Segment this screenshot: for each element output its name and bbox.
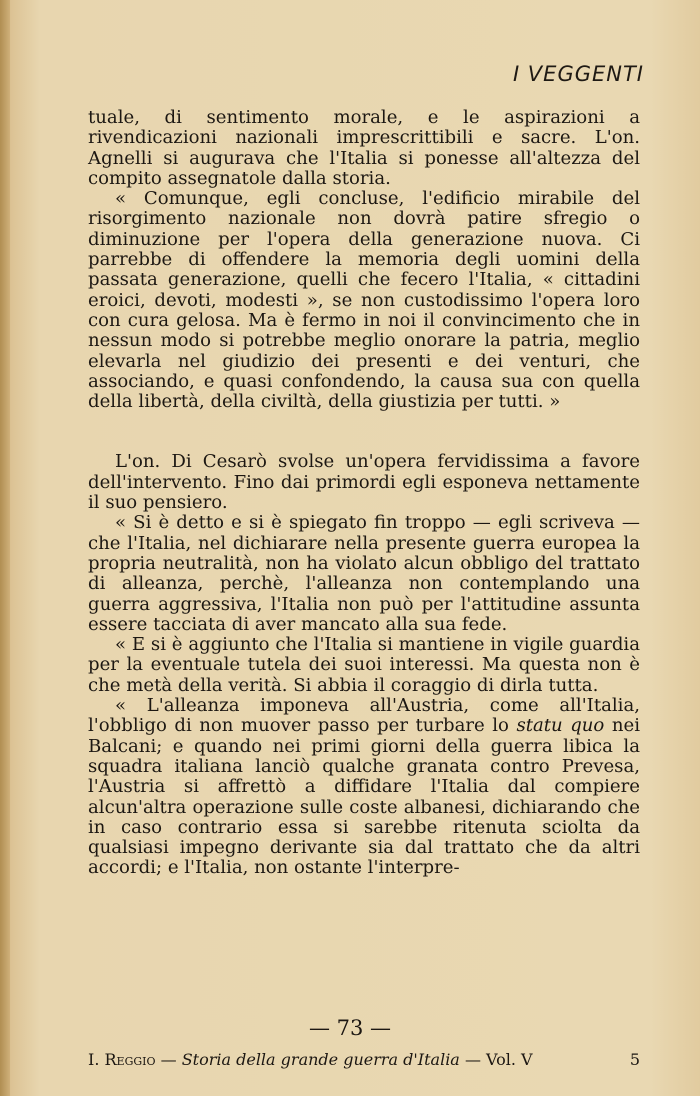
page-spine-shadow xyxy=(0,0,10,1096)
section-gap xyxy=(88,412,640,452)
paragraph-6-part-b: nei Balcani; e quando nei primi giorni della guerra libica la squadra italiana lanciò qualche granata contro Prevesa, l'Austria si affrettò a diffidare l'Italia dal compiere alcun'altra operazione sulle coste albanesi, dichiarando che in caso contrario essa si sarebbe ritenuta sciolta da qualsiasi impegno derivante sia dal trattato che da altri accordi; e l'Italia, non ostante l'interpre- xyxy=(88,715,640,879)
running-head: I VEGGENTI xyxy=(512,62,644,86)
footer-author: I. Reggio — xyxy=(88,1050,177,1069)
paragraph-6-italic-term: statu quo xyxy=(516,715,605,737)
footer-left xyxy=(88,1050,533,1069)
page-number: — 73 — xyxy=(308,1016,392,1040)
paragraph-3: L'on. Di Cesarò svolse un'opera fervidissima a favore dell'intervento. Fino dai primordi egli esponeva nettamente il suo pensiero. xyxy=(88,451,640,514)
footer-volume: — Vol. V xyxy=(464,1050,533,1069)
body-text xyxy=(88,108,640,879)
paragraph-4: « Si è detto e si è spiegato fin troppo — egli scriveva — che l'Italia, nel dichiarare nella presente guerra europea la propria neutralità, non ha violato alcun obbligo del trattato di alleanza, perchè, l'alleanza non contemplando una guerra aggressiva, l'Italia non può per l'attitudine assunta essere tacciata di aver mancato alla sua fede. xyxy=(88,512,640,635)
footer-signature-number: 5 xyxy=(629,1050,640,1069)
paragraph-6 xyxy=(88,696,640,879)
footer-signature-line xyxy=(88,1050,640,1069)
paragraph-6-part-a: « L'alleanza imponeva all'Austria, come all'Italia, l'obbligo di non muover passo per turbare lo xyxy=(88,695,640,737)
footer-book-title: Storia della grande guerra d'Italia xyxy=(181,1050,460,1069)
paragraph-5: « E si è aggiunto che l'Italia si mantiene in vigile guardia per la eventuale tutela dei suoi interessi. Ma questa non è che metà della verità. Si abbia il coraggio di dirla tutta. xyxy=(88,634,640,696)
paragraph-1: tuale, di sentimento morale, e le aspirazioni a rivendicazioni nazionali imprescrittibili e sacre. L'on. Agnelli si augurava che l'Italia si ponesse all'altezza del compito assegnatole dalla storia. xyxy=(88,107,640,189)
paragraph-2: « Comunque, egli concluse, l'edificio mirabile del risorgimento nazionale non dovrà patire sfregio o diminuzione per l'opera della generazione nuova. Ci parrebbe di offendere la memoria degli uomini della passata generazione, quelli che fecero l'Italia, « cittadini eroici, devoti, modesti », se non custodissimo l'opera loro con cura gelosa. Ma è fermo in noi il convincimento che in nessun modo si potrebbe meglio onorare la patria, meglio elevarla nel giudizio dei presenti e dei venturi, che associando, e quasi confondendo, la causa sua con quella della libertà, della civiltà, della giustizia per tutti. » xyxy=(88,188,640,413)
